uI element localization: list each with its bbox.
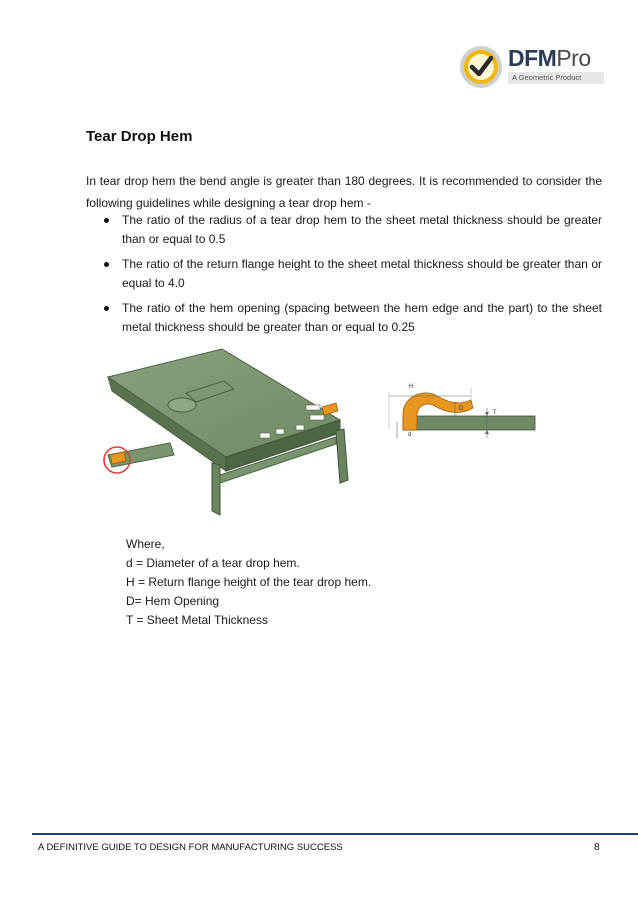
legend-line: D= Hem Opening	[126, 594, 220, 608]
dimension-label-d-cap: D	[459, 406, 464, 412]
legend-line: H = Return flange height of the tear drop hem.	[126, 575, 372, 589]
dimension-label-t: T	[493, 410, 497, 416]
dfmpro-logo	[458, 42, 608, 92]
intro-paragraph: In tear drop hem the bend angle is greater than 180 degrees. It is recommended to consider the following guidelines while designing a tear drop hem -	[86, 174, 602, 210]
list-item: The ratio of the radius of a tear drop hem to the sheet metal thickness should be greater than or equal to 0.5	[104, 211, 602, 249]
legend-heading: Where,	[126, 537, 165, 551]
list-item: The ratio of the hem opening (spacing between the hem edge and the part) to the sheet metal thickness should be greater than or equal to 0.25	[104, 299, 602, 337]
legend-line: T = Sheet Metal Thickness	[126, 613, 268, 627]
logo-wordmark: DFMPro	[508, 45, 591, 71]
section-title: Tear Drop Hem	[86, 128, 193, 145]
sheet-metal-part-illustration	[100, 345, 370, 530]
list-item: The ratio of the return flange height to the sheet metal thickness should be greater than or equal to 4.0	[104, 255, 602, 293]
footer-title: A DEFINITIVE GUIDE TO DESIGN FOR MANUFACTURING SUCCESS	[38, 842, 343, 853]
guideline-list	[104, 211, 602, 343]
dimension-label-d-small: d	[408, 432, 412, 438]
footer-divider	[32, 833, 638, 835]
checkmark-badge-icon	[458, 44, 504, 90]
bullet-icon	[104, 306, 109, 311]
tear-drop-hem-cross-section	[375, 378, 545, 468]
logo-tagline: A Geometric Product	[508, 72, 604, 84]
page-number: 8	[594, 842, 600, 853]
variable-legend	[126, 535, 371, 630]
bullet-icon	[104, 218, 109, 223]
bullet-icon	[104, 262, 109, 267]
legend-line: d = Diameter of a tear drop hem.	[126, 556, 300, 570]
dimension-label-h: H	[409, 384, 414, 390]
